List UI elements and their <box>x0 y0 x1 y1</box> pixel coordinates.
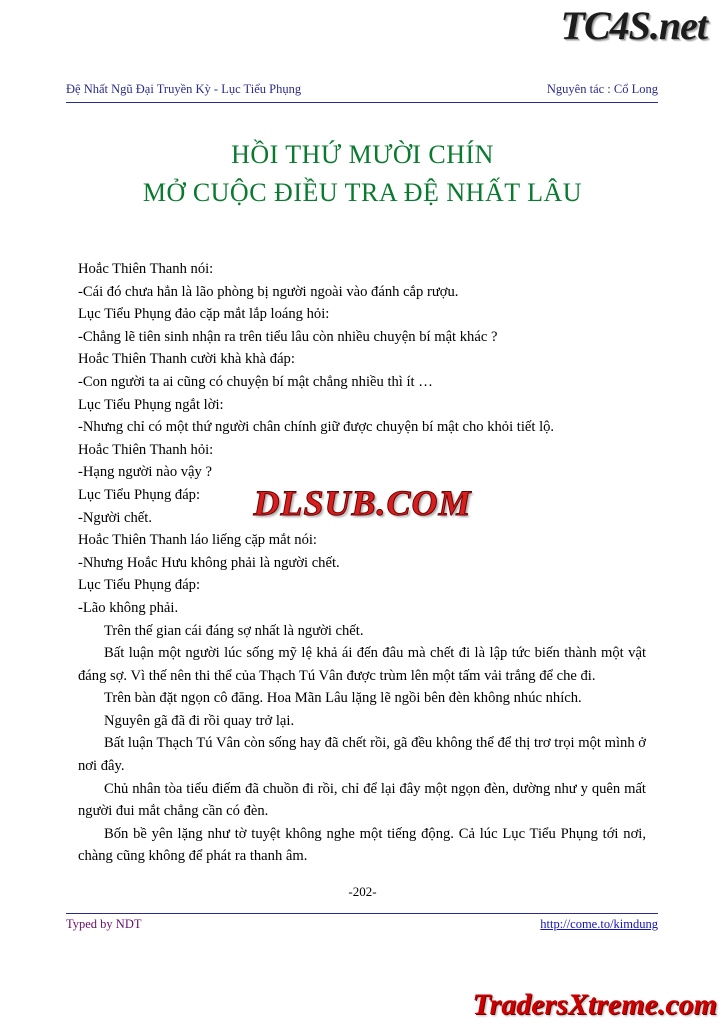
paragraph: Trên bàn đặt ngọn cô đăng. Hoa Mãn Lâu lặng lẽ ngồi bên đèn không nhúc nhích. <box>104 690 582 707</box>
paragraph: Hoắc Thiên Thanh hỏi: <box>78 441 214 458</box>
page-number: -202- <box>348 884 377 899</box>
paragraph: Nguyên gã đã đi rồi quay trở lại. <box>104 712 295 729</box>
header-author: Nguyên tác : Cổ Long <box>546 82 658 96</box>
watermark-dlsub-text: DLSUB.COM <box>253 483 472 523</box>
chapter-title-line1: HỒI THỨ MƯỜI CHÍN <box>231 140 494 169</box>
paragraph: Bất luận Thạch Tú Vân còn sống hay đã chết rồi, gã đều không thể để thị trơ trọi một mình ở nơi đây. <box>78 735 646 775</box>
footer-link[interactable]: http://come.to/kimdung <box>540 917 658 931</box>
paragraph: Bốn bề yên lặng như tờ tuyệt không nghe một tiếng động. Cả lúc Lục Tiểu Phụng tới nơi, chàng cũng không để phát ra thanh âm. <box>78 825 646 865</box>
paragraph: Bất luận một người lúc sống mỹ lệ khả ái đến đâu mà chết đi là lập tức biến thành một vật đáng sợ. Vì thế nên thi thể của Thạch Tú Vân được trùm lên một tấm vải trắng để che đi. <box>78 645 646 684</box>
paragraph: -Hạng người nào vậy ? <box>78 464 212 481</box>
page-footer <box>66 917 658 932</box>
paragraph: Hoắc Thiên Thanh cười khà khà đáp: <box>78 351 295 368</box>
watermark-tradersxtreme: TradersXtreme.com <box>472 988 717 1021</box>
footer-divider <box>66 913 658 914</box>
page-header <box>66 82 658 97</box>
paragraph: Chủ nhân tòa tiểu điếm đã chuồn đi rồi, chỉ để lại đây một ngọn đèn, dường như y quên mất người đui mắt chẳng cần có đèn. <box>78 780 646 820</box>
footer-typed-by: Typed by NDT <box>66 917 142 931</box>
chapter-title-line2: MỞ CUỘC ĐIỀU TRA ĐỆ NHẤT LÂU <box>142 178 583 207</box>
paragraph: Trên thế gian cái đáng sợ nhất là người chết. <box>104 622 364 639</box>
paragraph: Lục Tiểu Phụng ngắt lời: <box>78 396 224 413</box>
paragraph: Lục Tiểu Phụng đáp: <box>78 577 201 594</box>
paragraph: -Lão không phải. <box>78 599 179 616</box>
paragraph: -Chẳng lẽ tiên sinh nhận ra trên tiểu lâu còn nhiều chuyện bí mật khác ? <box>78 328 498 345</box>
header-book-title: Đệ Nhất Ngũ Đại Truyền Kỳ - Lục Tiểu Phụng <box>66 82 302 96</box>
paragraph: -Cái đó chưa hẳn là lão phòng bị người ngoài vào đánh cắp rượu. <box>78 283 459 300</box>
paragraph: Lục Tiểu Phụng đảo cặp mắt lắp loáng hỏi: <box>78 306 330 323</box>
paragraph: -Con người ta ai cũng có chuyện bí mật chẳng nhiều thì ít … <box>78 373 433 390</box>
paragraph: -Nhưng chỉ có một thứ người chân chính giữ được chuyện bí mật cho khỏi tiết lộ. <box>78 419 555 436</box>
header-divider <box>66 102 658 103</box>
paragraph: Hoắc Thiên Thanh láo liếng cặp mắt nói: <box>78 532 317 549</box>
paragraph: -Người chết. <box>78 509 152 526</box>
paragraph: Hoắc Thiên Thanh nói: <box>78 261 214 277</box>
paragraph: -Nhưng Hoắc Hưu không phải là người chết. <box>78 554 340 571</box>
watermark-tc4s: TC4S.net <box>560 3 707 48</box>
body-text <box>78 258 646 868</box>
paragraph: Lục Tiểu Phụng đáp: <box>78 486 201 503</box>
